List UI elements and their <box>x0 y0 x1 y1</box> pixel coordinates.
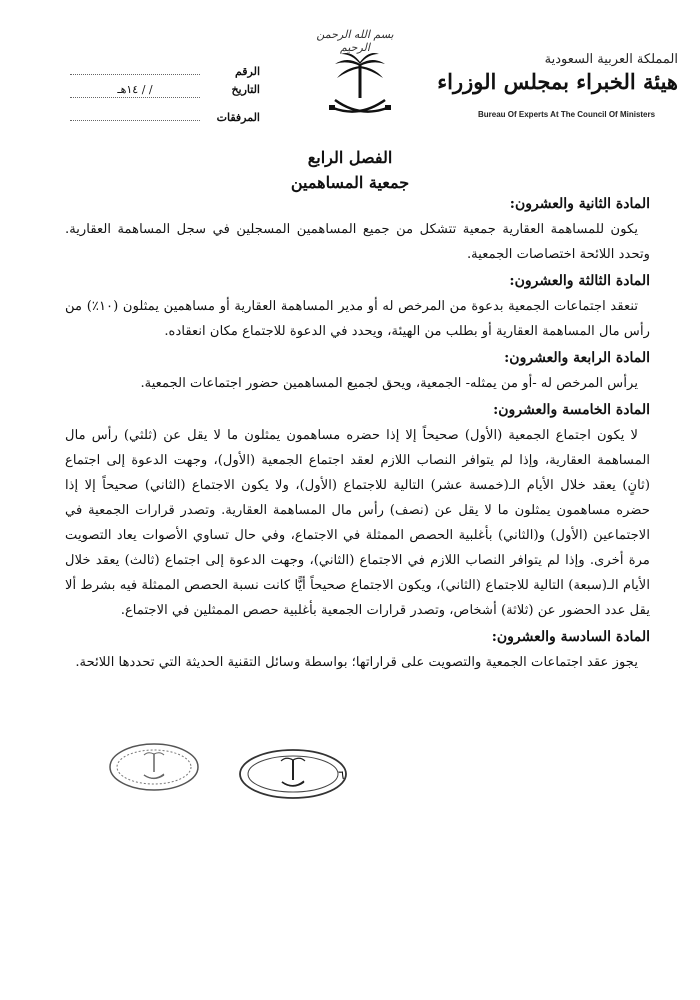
article-title: المادة الثانية والعشرون: <box>509 196 650 212</box>
meta-attachments-row <box>70 106 260 129</box>
org-english-name: Bureau Of Experts At The Council Of Ministers <box>478 110 656 119</box>
article-title: المادة الخامسة والعشرون: <box>493 402 650 418</box>
article <box>65 625 650 675</box>
chapter-heading <box>0 148 700 192</box>
basmala: بسم الله الرحمن الرحيم <box>316 28 394 54</box>
article-title: المادة السادسة والعشرون: <box>491 629 650 645</box>
date-value: / / ١٤هـ <box>70 83 200 98</box>
org-kingdom: المملكة العربية السعودية <box>544 52 678 67</box>
article-text: لا يكون اجتماع الجمعية (الأول) صحيحاً إلا إذا حضره مساهمون يمثلون ما لا يقل عن (ثلثي) رأس مال المساهمة العقارية، وإذا لم يتوافر النصاب اللازم لعقد اجتماع الجمعية (الأول)، وجهت الدعوة إلى اجتماع (ثانٍ) يعقد خلال الأيام الـ(خمسة عشر) التالية للاجتماع (الأول)، ولا يكون الاجتماع (الثاني) صحيحاً إلا إذا حضره مساهمون يمثلون ما لا يقل عن (نصف) رأس مال المساهمة العقارية. وتصدر قرارات الجمعية في الاجتماعين (الأول) و(الثاني) بأغلبية الحصص الممثلة في الاجتماع، وفي حال تساوي الأصوات يعاد التصويت مرة أخرى. وإذا لم يتوافر النصاب اللازم في الاجتماع (الثاني)، وجهت الدعوة إلى اجتماع (ثالث) يعقد خلال الأيام الـ(سبعة) التالية للاجتماع (الثاني)، ويكون الاجتماع صحيحاً أيًّا كانت نسبة الحصص الممثلة فيه بشرط ألا يقل عدد الحضور عن (ثلاثة) أشخاص، وتصدر قرارات الجمعية بأغلبية حصص الممثلين في الاجتماع. <box>65 428 650 618</box>
org-bureau: هيئة الخبراء بمجلس الوزراء <box>437 69 678 94</box>
number-label: الرقم <box>234 65 260 78</box>
official-stamp-icon <box>238 748 348 800</box>
meta-number-row <box>70 60 260 83</box>
article-text: يكون للمساهمة العقارية جمعية تتشكل من جميع المساهمين المسجلين في سجل المساهمة العقارية. وتحدد اللائحة اختصاصات الجمعية. <box>65 222 650 262</box>
article <box>65 192 650 267</box>
attachments-value <box>70 106 200 121</box>
articles-body <box>65 192 650 677</box>
article-text: يجوز عقد اجتماعات الجمعية والتصويت على قراراتها؛ بواسطة وسائل التقنية الحديثة التي تحددها اللائحة. <box>75 655 638 670</box>
article <box>65 346 650 396</box>
meta-date-row <box>70 83 260 106</box>
article-title: المادة الرابعة والعشرون: <box>504 350 650 366</box>
chapter-title: الفصل الرابع <box>307 148 393 167</box>
article <box>65 269 650 344</box>
article-text: تنعقد اجتماعات الجمعية بدعوة من المرخص له أو مدير المساهمة العقارية أو مساهمين يمثلون (١٠٪) من رأس مال المساهمة العقارية أو بطلب من الهيئة، ويحدد في الدعوة للاجتماع مكان انعقاده. <box>65 299 650 339</box>
article <box>65 398 650 623</box>
article-text: يرأس المرخص له -أو من يمثله- الجمعية، ويحق لجميع المساهمين حضور اجتماعات الجمعية. <box>140 376 638 391</box>
official-stamp-icon <box>108 742 200 792</box>
organization-name <box>437 52 678 94</box>
date-label: التاريخ <box>231 83 260 96</box>
page-number: ٦ <box>338 768 345 782</box>
article-title: المادة الثالثة والعشرون: <box>509 273 650 289</box>
letter-meta <box>70 60 260 129</box>
chapter-subtitle: جمعية المساهمين <box>290 173 410 192</box>
saudi-emblem-icon <box>325 50 395 125</box>
attachments-label: المرفقات <box>216 111 260 124</box>
number-value <box>70 60 200 75</box>
